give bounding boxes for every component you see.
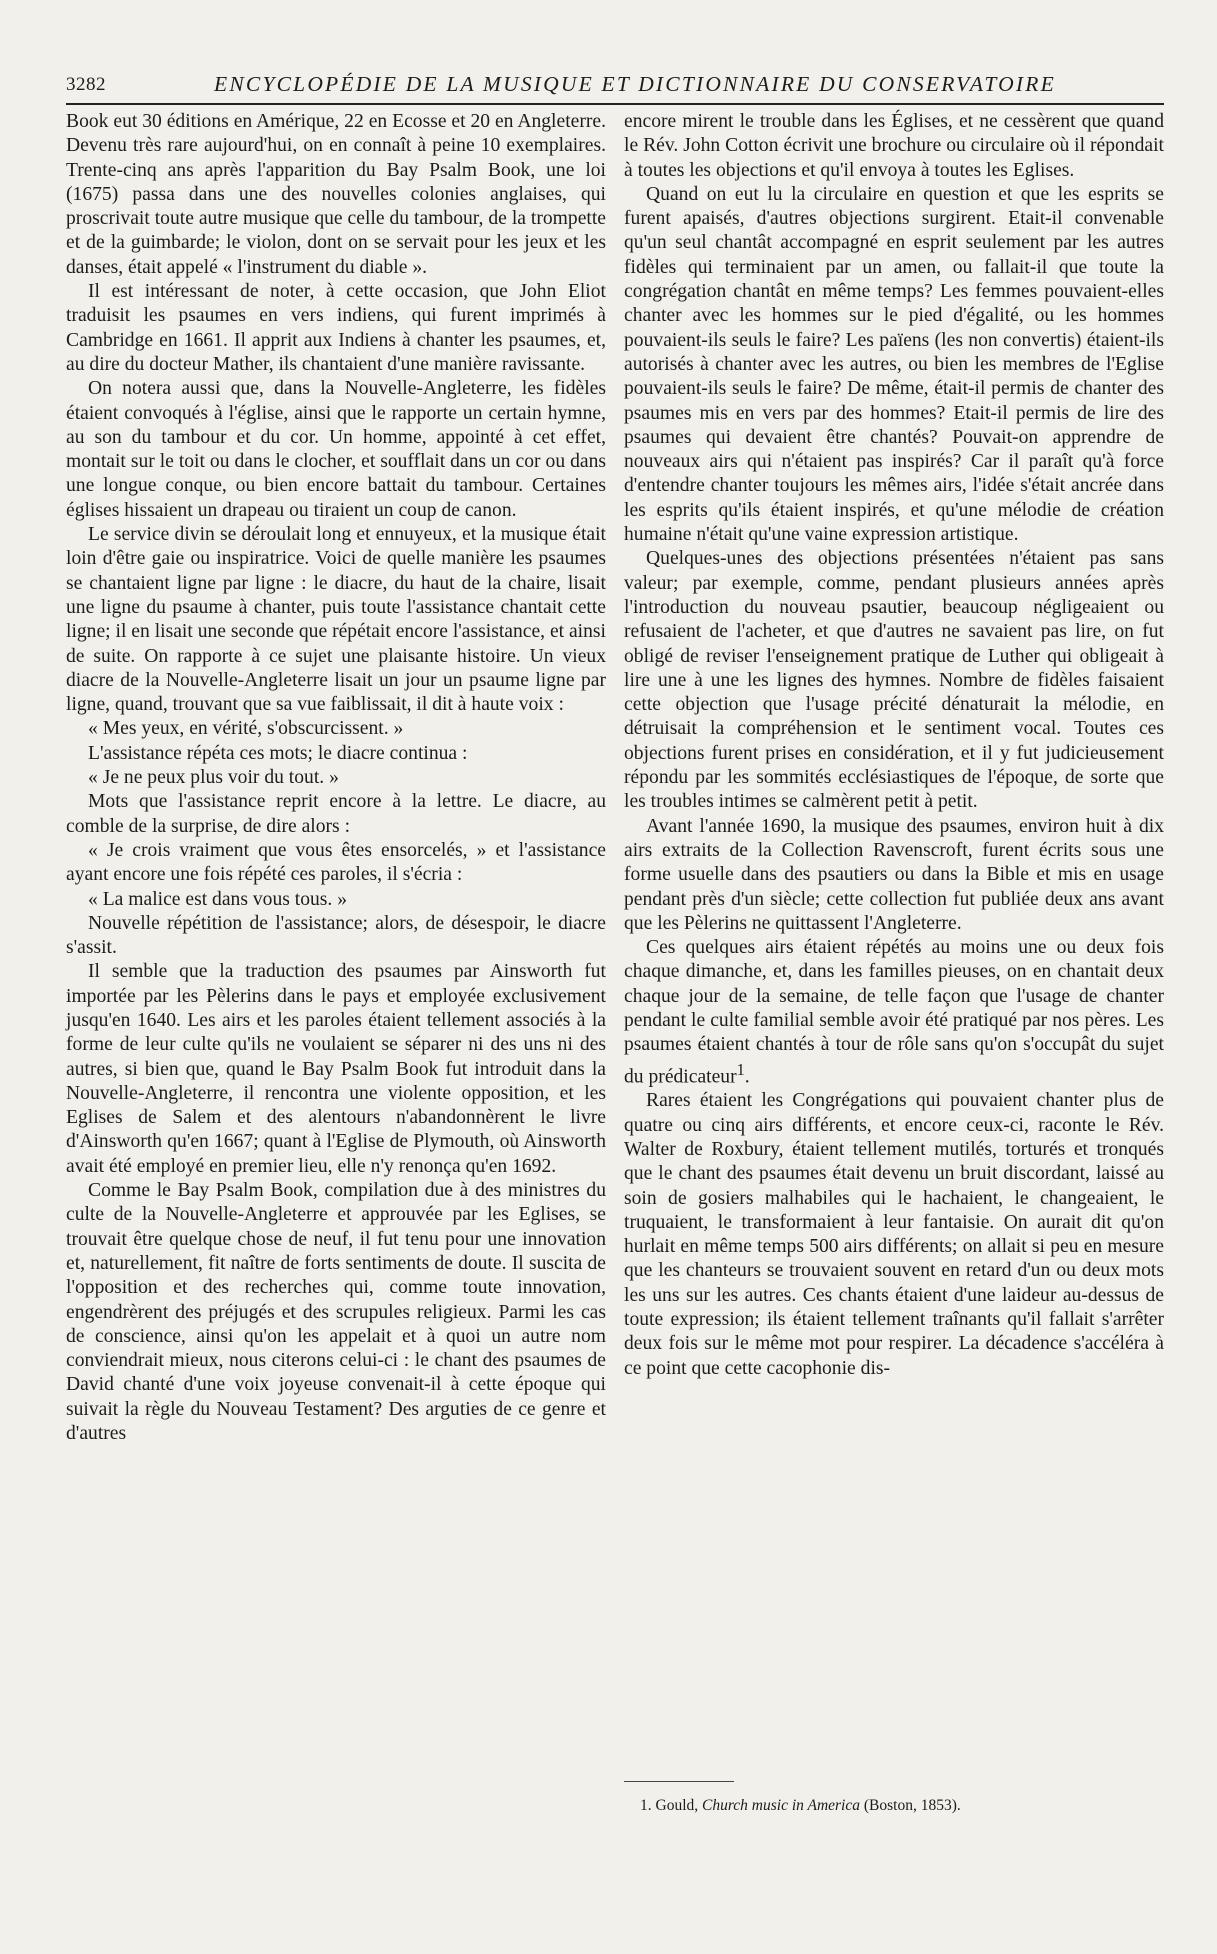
- quote: « Mes yeux, en vérité, s'obscurcissent. »: [88, 718, 404, 740]
- paragraph: Mots que l'assistance reprit encore à la lettre. Le diacre, au comble de la surprise, de dire alors :: [66, 791, 606, 837]
- paragraph: Quand on eut lu la circulaire en question et que les esprits se furent apaisés, d'autres objections surgirent. Etait-il convenable qu'un seul chantât accompagné en esprit seulement par les autres fidèles qui terminaient par un amen, ou fallait-il que toute la congrégation chantât en même temps? Les femmes pouvaient-elles chanter avec les hommes sur le pied d'égalité, ou les hommes pouvaient-ils seuls le faire? Les païens (les non convertis) étaient-ils autorisés à chanter avec les autres, ou bien les membres de l'Eglise pouvaient-ils seuls le faire? De même, était-il permis de chanter des psaumes mis en vers par des hommes? Etait-il permis de lire des psaumes qui devaient être chantés? Pouvait-on apprendre de nouveaux airs qui n'étaient pas inspirés? Car il paraît qu'à force d'entendre chanter toujours les mêmes airs, l'idée s'était ancrée dans les esprits qu'ils étaient inspirés, et qu'une mélodie de création humaine n'était qu'une vaine expression artistique.: [624, 183, 1164, 546]
- right-column: [624, 110, 1164, 1381]
- paragraph: encore mirent le trouble dans les Églises, et ne cessèrent que quand le Rév. John Cotton écrivit une brochure ou circulaire où il répondait à toutes les objections et qu'il envoya à toutes les Eglises.: [624, 111, 1164, 181]
- paragraph: L'assistance répéta ces mots; le diacre continua :: [88, 742, 468, 764]
- paragraph: Quelques-unes des objections présentées n'étaient pas sans valeur; par exemple, comme, pendant plusieurs années après l'introduction du nouveau psautier, beaucoup négligeaient ou refusaient de l'acheter, et que d'autres ne savaient pas lire, on fut obligé de reviser l'enseignement pratique de Luther qui obligeait à lire une à une les lignes des hymnes. Nombre de fidèles faisaient cette objection que l'usage précité dénaturait la mélodie, en détruisait la compréhension et le sentiment vocal. Toutes ces objections furent prises en considération, et il y fut judicieusement répondu par les sommités ecclésiastiques de l'époque, de sorte que les troubles intimes se calmèrent petit à petit.: [624, 548, 1164, 813]
- quote: « Je ne peux plus voir du tout. »: [88, 767, 339, 789]
- paragraph: [624, 936, 1164, 1089]
- paragraph: Book eut 30 éditions en Amérique, 22 en Ecosse et 20 en Angleterre. Devenu très rare aujourd'hui, on en connaît à peine 10 exemplaires. Trente-cinq ans après l'apparition du Bay Psalm Book, une loi (1675) passa dans une des nouvelles colonies anglaises, qui proscrivait toute autre musique que celle du tambour, de la trompette et de la guimbarde; le violon, dont on se servait pour les jeux et les danses, était appelé « l'instrument du diable ».: [66, 111, 606, 278]
- running-header: [66, 70, 1164, 100]
- paragraph: Nouvelle répétition de l'assistance; alors, de désespoir, le diacre s'assit.: [66, 912, 606, 959]
- running-title: ENCYCLOPÉDIE DE LA MUSIQUE ET DICTIONNAIRE DU CONSERVATOIRE: [214, 72, 1056, 96]
- footnote-rule: [624, 1781, 734, 1782]
- paragraph: Le service divin se déroulait long et ennuyeux, et la musique était loin d'être gaie ou inspiratrice. Voici de quelle manière les psaumes se chantaient ligne par ligne : le diacre, du haut de la chaire, lisait une ligne du psaume à chanter, puis toute l'assistance chantait cette ligne; il en lisait une seconde que répétait encore l'assistance, et ainsi de suite. On rapporte à ce sujet une plaisante histoire. Un vieux diacre de la Nouvelle-Angleterre lisait un jour un psaume ligne par ligne, quand, trouvant que sa vue faiblissait, il dit à haute voix :: [66, 524, 606, 716]
- paragraph: Rares étaient les Congrégations qui pouvaient chanter plus de quatre ou cinq airs différents, et encore ceux-ci, raconte le Rév. Walter de Roxbury, étaient tellement mutilés, torturés et tronqués que le chant des psaumes était devenu un bruit discordant, laissé au soin de gosiers malhabiles qui le hachaient, le changeaient, le truquaient, le transformaient à leur fantaisie. On aurait dit qu'on hurlait en même temps 500 airs différents; on allait si peu en mesure que les chanteurs se trouvaient souvent en retard d'un ou deux mots les uns sur les autres. Ces chants étaient d'une laideur au-dessus de toute expression; ils étaient tellement traînants qu'il fallait s'arrêter deux fois sur le même mot pour respirer. La décadence s'accéléra à ce point que cette cacophonie dis-: [624, 1090, 1164, 1379]
- footnote-marker: 1: [736, 1059, 745, 1079]
- paragraph-end: .: [744, 1066, 750, 1088]
- footnote: [640, 1796, 1164, 1816]
- footnote-number: 1.: [640, 1797, 652, 1814]
- paragraph: Il est intéressant de noter, à cette occasion, que John Eliot traduisit les psaumes en vers indiens, qui furent imprimés à Cambridge en 1661. Il apprit aux Indiens à chanter les psaumes, et, au dire du docteur Mather, ils chantaient d'une manière ravissante.: [66, 281, 606, 375]
- paragraph: Il semble que la traduction des psaumes par Ainsworth fut importée par les Pèlerins dans le pays et employée exclusivement jusqu'en 1640. Les airs et les paroles étaient tellement associés à la forme de leur culte qu'ils ne voulaient se séparer ni des uns ni des autres, si bien que, quand le Bay Psalm Book fut introduit dans la Nouvelle-Angleterre, il rencontra une violente opposition, et les Eglises de Salem et des alentours n'abandonnèrent le livre d'Ainsworth qu'en 1667; quant à l'Eglise de Plymouth, où Ainsworth avait été employé en premier lieu, elle n'y renonça qu'en 1692.: [66, 961, 606, 1177]
- paragraph: Avant l'année 1690, la musique des psaumes, environ huit à dix airs extraits de la Collection Ravenscroft, furent écrits sous une forme usuelle dans des psautiers ou dans la Bible et mis en usage pendant près d'un siècle; cette collection fut publiée deux ans avant que les Pèlerins ne quittassent l'Angleterre.: [624, 815, 1164, 934]
- page-number: 3282: [66, 74, 106, 95]
- paragraph: Comme le Bay Psalm Book, compilation due à des ministres du culte de la Nouvelle-Angleterre et approuvée par les Eglises, se trouvait être quelque chose de neuf, il fut tenu pour une innovation et, naturellement, fit naître de forts sentiments de doute. Il suscita de l'opposition et des recherches qui, comme toute innovation, engendrèrent des préjugés et des scrupules religieux. Parmi les cas de conscience, ainsi qu'on les appelait et à quoi un autre nom conviendrait mieux, nous citerons celui-ci : le chant des psaumes de David chanté d'une voix joyeuse convenait-il à cette époque qui suivait la règle du Nouveau Testament? Des arguties de ce genre et d'autres: [66, 1180, 606, 1445]
- paragraph-text: Ces quelques airs étaient répétés au moins une ou deux fois chaque dimanche, et, dans les familles pieuses, on en chantait deux chaque jour de la semaine, de telle façon que l'usage de chanter pendant le culte familial semble avoir été pratiqué par nos pères. Les psaumes étaient chantés à tour de rôle sans qu'on s'occupât du sujet du prédicateur: [624, 937, 1164, 1088]
- quote: « La malice est dans vous tous. »: [88, 888, 348, 910]
- footnote-title: Church music in America: [702, 1797, 860, 1814]
- quote: « Je crois vraiment que vous êtes ensorcelés, » et l'assistance ayant encore une fois répété ces paroles, il s'écria :: [66, 839, 606, 886]
- header-rule: [66, 103, 1164, 105]
- footnote-author: Gould,: [655, 1797, 699, 1814]
- paragraph: On notera aussi que, dans la Nouvelle-Angleterre, les fidèles étaient convoqués à l'église, ainsi que le rapporte un certain hymne, au son du tambour et du cor. Un homme, appointé à cet effet, montait sur le toit ou dans le clocher, et soufflait dans un cor ou dans une longue conque, ou bien encore battait du tambour. Certaines églises hissaient un drapeau ou tiraient un coup de canon.: [66, 378, 606, 521]
- left-column: [66, 110, 606, 1446]
- footnote-place-date: (Boston, 1853).: [863, 1797, 961, 1814]
